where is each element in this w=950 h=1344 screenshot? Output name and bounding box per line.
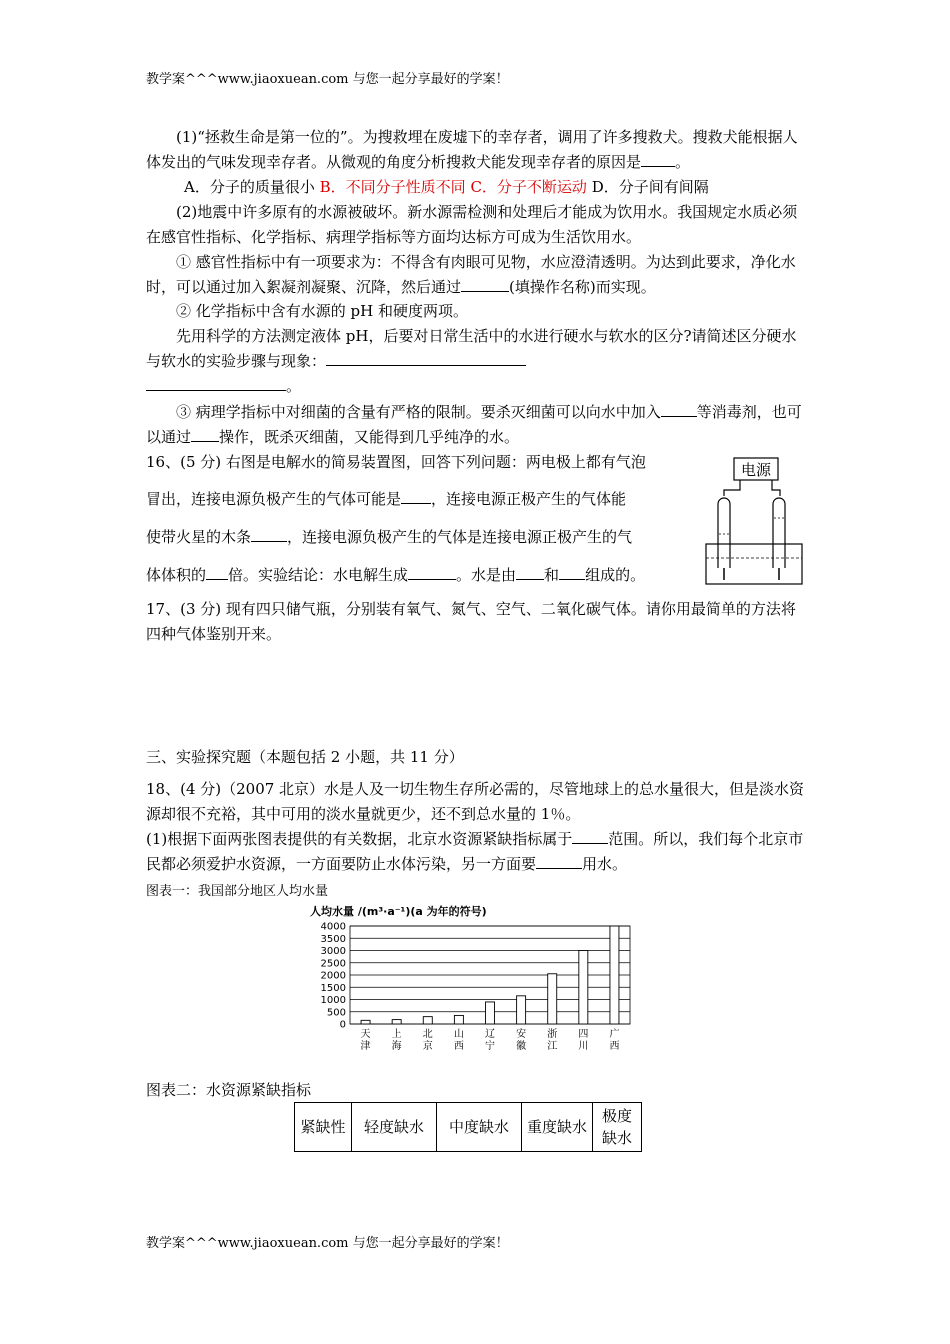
y-tick-label: 4000 [320,921,346,933]
y-tick-label: 1500 [320,982,346,994]
q15-pathology [146,400,808,450]
x-tick-label: 辽 [485,1029,495,1040]
q16-l4d: 和 [544,566,560,584]
per-capita-water-chart [300,902,640,1062]
answer-blank[interactable] [559,565,585,580]
bar-天津 [361,1020,370,1024]
x-tick-label: 西 [453,1041,464,1052]
y-tick-label: 3000 [320,946,346,957]
q16-l3b: ，连接电源负极产生的气体是连接电源正极产生的气 [287,528,633,546]
left-tube [718,498,730,568]
q16-l2a: 冒出，连接电源负极产生的气体可能是 [146,490,402,508]
answer-blank[interactable] [572,829,608,844]
page-footer: 教学案^^^www.jiaoxuean.com 与您一起分享最好的学案！ [146,1236,509,1251]
q15-pathology-text-c: 操作，既杀灭细菌，又能得到几乎纯净的水。 [219,428,520,446]
x-tick-label: 广 [609,1029,620,1040]
x-tick-label: 天 [360,1029,371,1040]
answer-blank[interactable] [326,351,526,366]
y-tick-label: 2000 [320,970,346,982]
q15-hardness-line2 [146,374,301,399]
y-tick-label: 0 [339,1019,346,1031]
q18-part1 [146,827,808,877]
y-tick-label: 2500 [320,958,346,970]
x-tick-label: 安 [516,1029,527,1040]
option-b: B．不同分子性质不同 [319,178,466,196]
q16-l4a: 体体积的 [146,566,207,584]
q15-sensory-end: (填操作名称)而实现。 [509,278,656,296]
answer-blank[interactable] [191,427,219,442]
x-tick-label: 宁 [485,1041,495,1052]
q15-hardness-end: 。 [286,377,302,395]
water-scarcity-table [294,1102,642,1152]
bar-上海 [392,1020,401,1024]
q16-l4b: 倍。实验结论：水电解生成 [228,566,409,584]
electrolysis-apparatus-diagram [700,452,810,588]
q15-chemical: ② 化学指标中含有水源的 pH 和硬度两项。 [176,302,468,320]
section3-title: 三、实验探究题（本题包括 2 小题，共 11 分） [146,748,464,766]
bar-山西 [454,1015,463,1024]
q16-l2b: ，连接电源正极产生的气体能 [431,490,627,508]
answer-blank[interactable] [516,565,544,580]
bar-北京 [423,1017,432,1024]
q15-options [184,175,709,200]
x-tick-label: 北 [422,1029,433,1040]
q15-part1-text: (1)“拯救生命是第一位的”。为搜救埋在废墟下的幸存者，调用了许多搜救犬。搜救犬能根据人体发出的气味发现幸存者。从微观的角度分析搜救犬能发现幸存者的原因是 [146,128,798,171]
q16-l3a: 使带火星的木条 [146,528,252,546]
table-cell: 中度缺水 [437,1103,522,1152]
q15-part1 [146,125,808,175]
x-tick-label: 川 [578,1041,589,1052]
option-d: D．分子间有间隔 [591,178,709,196]
q18-part1-a: (1)根据下面两张图表提供的有关数据，北京水资源紧缺指标属于 [146,830,573,848]
table-row [295,1103,642,1152]
q16-l4c: 。水是由 [456,566,517,584]
x-tick-label: 四 [578,1029,589,1040]
q15-sensory [146,250,808,300]
table-cell: 重度缺水 [522,1103,593,1152]
q17-text: 17、(3 分) 现有四只储气瓶，分别装有氧气、氮气、空气、二氧化碳气体。请你用最简单的方法将四种气体鉴别开来。 [146,600,796,643]
q15-part1-end: 。 [675,153,691,171]
y-tick-label: 500 [326,1007,346,1019]
answer-blank[interactable] [146,376,286,391]
y-tick-label: 1000 [320,995,346,1006]
x-tick-label: 江 [547,1041,558,1052]
answer-blank[interactable] [641,152,675,167]
bar-浙江 [548,974,557,1024]
answer-blank[interactable] [461,277,509,292]
q18-part1-b: 范围。所以，我们每个北京市民都必须爱护水资源，一方面要防止水体污染，另一方面要 [146,830,804,873]
table-cell: 紧缺性 [295,1103,352,1152]
answer-blank[interactable] [206,565,228,580]
table-cell: 轻度缺水 [352,1103,437,1152]
water-trough [706,544,802,584]
q15-part2: (2)地震中许多原有的水源被破坏。新水源需检测和处理后才能成为饮用水。我国规定水质必须在感官性指标、化学指标、病理学指标等方面均达标方可成为生活饮用水。 [146,203,798,246]
bar-辽宁 [486,1002,495,1024]
x-tick-label: 津 [360,1041,371,1052]
answer-blank[interactable] [661,402,697,417]
x-tick-label: 徽 [516,1041,527,1052]
chart-title: 人均水量 /(m³·a⁻¹)(a 为年的符号) [310,905,487,918]
chart1-caption: 图表一：我国部分地区人均水量 [146,884,329,899]
q15-sensory-text: ① 感官性指标中有一项要求为：不得含有肉眼可见物，水应澄清透明。为达到此要求，净化水时，可以通过加入絮凝剂凝聚、沉降，然后通过 [146,253,796,296]
option-a: A．分子的质量很小 [184,178,315,196]
q16-line1: 16、(5 分) 右图是电解水的简易装置图，回答下列问题：两电极上都有气泡 [146,453,646,471]
electrode-wires [724,480,780,496]
q16-line4 [146,563,645,588]
page-header: 教学案^^^www.jiaoxuean.com 与您一起分享最好的学案！ [146,72,509,87]
x-tick-label: 京 [422,1041,433,1052]
right-tube [773,498,785,568]
chart2-caption: 图表二：水资源紧缺指标 [146,1081,312,1099]
answer-blank[interactable] [408,565,456,580]
q15-hardness-text: 先用科学的方法测定液体 pH，后要对日常生活中的水进行硬水与软水的区分?请简述区分硬水与软水的实验步骤与现象： [146,327,797,370]
q16-line2 [146,487,626,512]
y-tick-label: 3500 [320,933,346,945]
x-tick-label: 山 [453,1029,464,1040]
q15-pathology-text-a: ③ 病理学指标中对细菌的含量有严格的限制。要杀灭细菌可以向水中加入 [176,403,661,421]
answer-blank[interactable] [536,854,582,869]
bar-安徽 [517,996,526,1024]
answer-blank[interactable] [401,489,431,504]
option-c: C．分子不断运动 [470,178,587,196]
answer-blank[interactable] [251,527,287,542]
q16-l4e: 组成的。 [585,566,646,584]
power-supply-label: 电源 [740,461,772,479]
x-tick-label: 上 [391,1029,402,1040]
bar-广西 [610,926,619,1024]
q15-hardness [146,324,808,374]
x-tick-label: 西 [609,1041,620,1052]
q16-line3 [146,525,632,550]
x-tick-label: 海 [391,1041,402,1052]
x-tick-label: 浙 [547,1029,558,1040]
bar-四川 [579,951,588,1025]
table-cell: 极度缺水 [593,1103,642,1152]
q18-part1-c: 用水。 [582,855,628,873]
q18-intro: 18、(4 分)（2007 北京）水是人及一切生物生存所必需的，尽管地球上的总水量很大，但是淡水资源却很不充裕，其中可用的淡水量就更少，还不到总水量的 1％。 [146,780,805,823]
q15-pathology-text-b: 等消毒剂，也可以通过 [146,403,802,446]
